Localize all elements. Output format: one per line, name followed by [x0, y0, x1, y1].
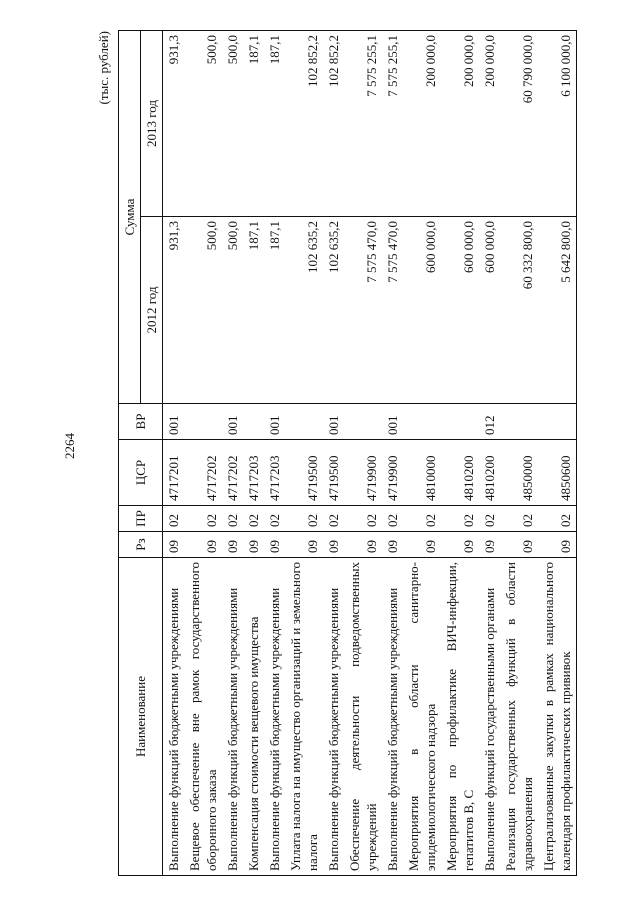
- row-vr-cell: [243, 404, 264, 440]
- row-pr-cell: 02: [403, 506, 441, 532]
- row-csr-cell: 4850600: [538, 440, 577, 506]
- row-2012-cell: 7 575 470,0: [344, 217, 382, 404]
- row-name-cell: Вещевое обеспечение вне рамок государственного оборонного заказа: [184, 558, 222, 876]
- row-2012-cell: 60 332 800,0: [500, 217, 538, 404]
- row-name-cell: Выполнение функций бюджетными учреждениями: [323, 558, 344, 876]
- row-pr-cell: 02: [243, 506, 264, 532]
- row-2012-cell: 931,3: [163, 217, 185, 404]
- row-name-cell: Выполнение функций бюджетными учреждениями: [163, 558, 185, 876]
- row-csr-cell: 4719900: [382, 440, 403, 506]
- page-number: 2264: [62, 433, 77, 459]
- row-2013-cell: 6 100 000,0: [538, 31, 577, 217]
- header-pr: ПР: [119, 506, 163, 532]
- row-rz-cell: 09: [441, 532, 479, 558]
- row-csr-cell: 4717203: [264, 440, 285, 506]
- row-2013-cell: 7 575 255,1: [382, 31, 403, 217]
- row-2013-cell: 500,0: [184, 31, 222, 217]
- table-row: [344, 31, 382, 876]
- header-2012: 2012 год: [141, 217, 163, 404]
- table-row: [243, 31, 264, 876]
- row-2012-cell: 102 635,2: [285, 217, 323, 404]
- table-row: [441, 31, 479, 876]
- table-row: [222, 31, 243, 876]
- row-2012-cell: 600 000,0: [403, 217, 441, 404]
- row-rz-cell: 09: [222, 532, 243, 558]
- row-pr-cell: 02: [264, 506, 285, 532]
- table-row: [184, 31, 222, 876]
- row-rz-cell: 09: [479, 532, 500, 558]
- row-name-cell: Мероприятия в области санитарно-эпидемиологического надзора: [403, 558, 441, 876]
- row-pr-cell: 02: [184, 506, 222, 532]
- row-vr-cell: 001: [163, 404, 185, 440]
- row-rz-cell: 09: [243, 532, 264, 558]
- row-pr-cell: 02: [382, 506, 403, 532]
- table-row: [403, 31, 441, 876]
- header-name: Наименование: [119, 558, 163, 876]
- row-name-cell: Мероприятия по профилактике ВИЧ-инфекции, гепатитов В, С: [441, 558, 479, 876]
- table-row: [163, 31, 185, 876]
- row-csr-cell: 4850000: [500, 440, 538, 506]
- row-2013-cell: 500,0: [222, 31, 243, 217]
- row-2013-cell: 200 000,0: [479, 31, 500, 217]
- row-name-cell: Реализация государственных функций в области здравоохранения: [500, 558, 538, 876]
- row-pr-cell: 02: [441, 506, 479, 532]
- header-sum: Сумма: [119, 31, 141, 404]
- row-rz-cell: 09: [323, 532, 344, 558]
- row-rz-cell: 09: [538, 532, 577, 558]
- row-pr-cell: 02: [163, 506, 185, 532]
- row-vr-cell: [500, 404, 538, 440]
- rotated-table-container: [90, 25, 573, 880]
- row-vr-cell: [184, 404, 222, 440]
- header-2013: 2013 год: [141, 31, 163, 217]
- table-row: [382, 31, 403, 876]
- row-csr-cell: 4717202: [184, 440, 222, 506]
- row-name-cell: Выполнение функций бюджетными учреждениями: [222, 558, 243, 876]
- row-rz-cell: 09: [403, 532, 441, 558]
- row-rz-cell: 09: [500, 532, 538, 558]
- row-2012-cell: 5 642 800,0: [538, 217, 577, 404]
- row-2013-cell: 7 575 255,1: [344, 31, 382, 217]
- row-pr-cell: 02: [285, 506, 323, 532]
- table-header: [119, 31, 163, 876]
- row-name-cell: Выполнение функций бюджетными учреждениями: [264, 558, 285, 876]
- row-csr-cell: 4717202: [222, 440, 243, 506]
- row-2013-cell: 187,1: [243, 31, 264, 217]
- row-pr-cell: 02: [479, 506, 500, 532]
- row-pr-cell: 02: [500, 506, 538, 532]
- row-2012-cell: 600 000,0: [479, 217, 500, 404]
- row-2012-cell: 500,0: [222, 217, 243, 404]
- row-2013-cell: 187,1: [264, 31, 285, 217]
- row-2012-cell: 102 635,2: [323, 217, 344, 404]
- row-vr-cell: [344, 404, 382, 440]
- row-vr-cell: 012: [479, 404, 500, 440]
- row-2013-cell: 102 852,2: [323, 31, 344, 217]
- table-body: [163, 31, 577, 876]
- row-name-cell: Обеспечение деятельности подведомственных учреждений: [344, 558, 382, 876]
- row-rz-cell: 09: [184, 532, 222, 558]
- budget-table: [118, 30, 577, 876]
- row-rz-cell: 09: [382, 532, 403, 558]
- header-rz: Рз: [119, 532, 163, 558]
- row-2013-cell: 931,3: [163, 31, 185, 217]
- row-rz-cell: 09: [285, 532, 323, 558]
- row-2013-cell: 200 000,0: [403, 31, 441, 217]
- row-name-cell: Централизованные закупки в рамках национального календаря профилактических прививок: [538, 558, 577, 876]
- header-vr: ВР: [119, 404, 163, 440]
- row-vr-cell: [285, 404, 323, 440]
- row-vr-cell: [441, 404, 479, 440]
- table-row: [285, 31, 323, 876]
- row-rz-cell: 09: [264, 532, 285, 558]
- row-rz-cell: 09: [344, 532, 382, 558]
- unit-note: (тыс. рублей): [96, 31, 111, 105]
- row-csr-cell: 4810200: [479, 440, 500, 506]
- row-vr-cell: 001: [264, 404, 285, 440]
- row-2013-cell: 102 852,2: [285, 31, 323, 217]
- row-csr-cell: 4810200: [441, 440, 479, 506]
- row-name-cell: Выполнение функций государственными органами: [479, 558, 500, 876]
- row-2012-cell: 187,1: [264, 217, 285, 404]
- row-vr-cell: [538, 404, 577, 440]
- row-vr-cell: 001: [323, 404, 344, 440]
- table-row: [323, 31, 344, 876]
- table-row: [264, 31, 285, 876]
- row-csr-cell: 4717203: [243, 440, 264, 506]
- row-name-cell: Уплата налога на имущество организаций и земельного налога: [285, 558, 323, 876]
- row-2012-cell: 187,1: [243, 217, 264, 404]
- row-vr-cell: [403, 404, 441, 440]
- row-2013-cell: 200 000,0: [441, 31, 479, 217]
- table-row: [500, 31, 538, 876]
- row-2012-cell: 7 575 470,0: [382, 217, 403, 404]
- row-csr-cell: 4719500: [323, 440, 344, 506]
- row-csr-cell: 4810000: [403, 440, 441, 506]
- row-vr-cell: 001: [382, 404, 403, 440]
- row-pr-cell: 02: [323, 506, 344, 532]
- row-csr-cell: 4717201: [163, 440, 185, 506]
- row-pr-cell: 02: [222, 506, 243, 532]
- row-name-cell: Выполнение функций бюджетными учреждениями: [382, 558, 403, 876]
- header-csr: ЦСР: [119, 440, 163, 506]
- row-pr-cell: 02: [344, 506, 382, 532]
- row-2012-cell: 600 000,0: [441, 217, 479, 404]
- row-2013-cell: 60 790 000,0: [500, 31, 538, 217]
- row-name-cell: Компенсация стоимости вещевого имущества: [243, 558, 264, 876]
- row-csr-cell: 4719900: [344, 440, 382, 506]
- table-row: [538, 31, 577, 876]
- row-csr-cell: 4719500: [285, 440, 323, 506]
- row-vr-cell: 001: [222, 404, 243, 440]
- row-2012-cell: 500,0: [184, 217, 222, 404]
- row-rz-cell: 09: [163, 532, 185, 558]
- row-pr-cell: 02: [538, 506, 577, 532]
- table-row: [479, 31, 500, 876]
